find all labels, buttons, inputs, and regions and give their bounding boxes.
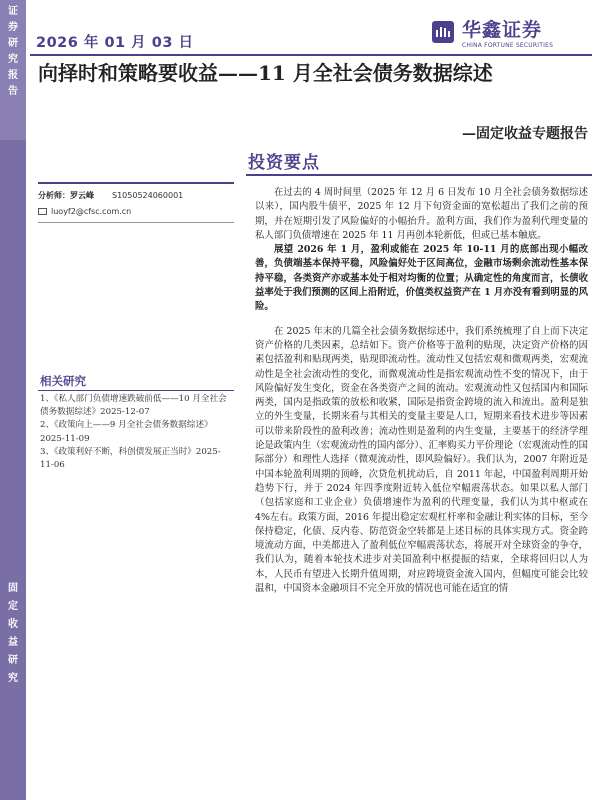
related-research-list [40,393,230,472]
analyst-top-rule [38,182,234,184]
analyst-bottom-rule [38,222,234,223]
related-research-heading: 相关研究 [40,374,86,388]
company-logo [432,15,592,55]
analyst-box [38,182,234,223]
section-rule [246,174,592,176]
body-paragraph-3: 在 2025 年末的几篇全社会债务数据综述中，我们系统梳理了自上而下决定资产价格的几类因素，总结如下。资产价格等于盈利的贴现，决定资产价格的因素包括盈利和贴现两类，贴现即流动性。流动性又包括宏观和微观两类，宏观流动性是全社会流动性的变化，而微观流动性是指宏观流动性不变的情况下，由于风险偏好发生变化，资金在各类资产之间的流动。宏观流动性又包括国内和国际两类，国内是指政策的放松和收紧，国际是指资金跨境的流入和流出。盈利是独立的外生变量，长期来看与其相关的变量主要是人口，短期来看技术进步等因素可以带来阶段性的盈利改善；流动性则是盈利的内生变量，主要基于的经济学理论是政策内生（宏观流动性的国内部分）、汇率购买力平价理论（宏观流动性的国际部分）和理性人选择（微观流动性，即风险偏好）。我们认为，2007 年附近是中国本轮盈利周期的顶峰，次贷危机扰动后，自 2011 年起，中国盈利周期开始趋势下行，并于 2024 年四季度附近转入低位窄幅震荡状态。如果以私人部门（包括家庭和工业企业）负债增速作为盈利的代理变量，我们认为其中枢或在 4%左右。政策方面，2016 年提出稳定宏观杠杆率和金融让利实体的目标，至今保持稳定，化债、反内卷、防范资金空转都是上述目标的具体实现方式。资金跨境流动方面，中美都进入了盈利低位窄幅震荡状态，将展开对全球资金的争夺，我们认为，随着本轮技术进步对美国盈利中枢提振的结束，全球将回归以人为本，人民币有望进入长期升值周期，对应跨境资金流入国内，但幅度可能会比较温和，中国资本金融项目不完全开放的情况也可能在适宜的情 [255,325,588,595]
related-item[interactable]: 2、《政策向上——9 月全社会债务数据综述》2025-11-09 [40,420,213,444]
paragraph-gap [255,315,588,325]
body-paragraph-2: 展望 2026 年 1 月，盈利或能在 2025 年 10-11 月的底部出现小幅改善，负债端基本保持平稳，风险偏好处于区间高位，金融市场剩余流动性基本保持平稳，各类资产亦或基本处于相对均衡的位置；从确定性的角度而言，长债收益率处于我们预测的区间上沿附近，价值类权益资产在 1 月亦没有看到明显的风险。 [255,244,588,313]
analyst-cert: S1050524060001 [112,191,184,200]
sidebar-top-label: 证 券 研 究 报 告 [8,6,18,97]
analyst-name: 分析师：罗云峰 [38,191,94,200]
sidebar-bottom-label: 固 定 收 益 研 究 [8,583,18,684]
section-heading: 投资要点 [248,153,320,173]
report-title: 向择时和策略要收益——11 月全社会债务数据综述 [38,61,493,85]
analyst-email-row [38,207,234,216]
body-paragraph-1: 在过去的 4 周时间里（2025 年 12 月 6 日发布 10 月全社会债务数据综述以来），国内股牛债平，2025 年 12 月下旬资金面的宽松超出了我们之前的预期，并在短期引发了风险偏好的小幅抬升。盈利方面，我们作为盈利代理变量的私人部门负债增速在 2025 年 11 月再创本轮新低，但或已基本触底。 [255,187,588,241]
mail-icon [38,208,47,215]
related-item[interactable]: 3、《政策利好不断，科创债发展正当时》2025-11-06 [40,446,221,471]
report-subtitle: —固定收益专题报告 [462,126,588,142]
logo-chinese-name: 华鑫证券 [462,19,543,41]
analyst-email[interactable]: luoyf2@cfsc.com.cn [51,207,132,216]
report-date: 2026 年 01 月 03 日 [36,35,194,51]
logo-english-name: CHINA FORTUNE SECURITIES [462,42,554,49]
main-text [255,186,588,596]
related-item[interactable]: 1、《私人部门负债增速跌破前低——10 月全社会债务数据综述》2025-12-07 [40,394,227,418]
logo-mark-icon [432,21,454,43]
title-rule [30,54,592,56]
related-research-rule [38,390,234,391]
analyst-row [38,190,234,201]
